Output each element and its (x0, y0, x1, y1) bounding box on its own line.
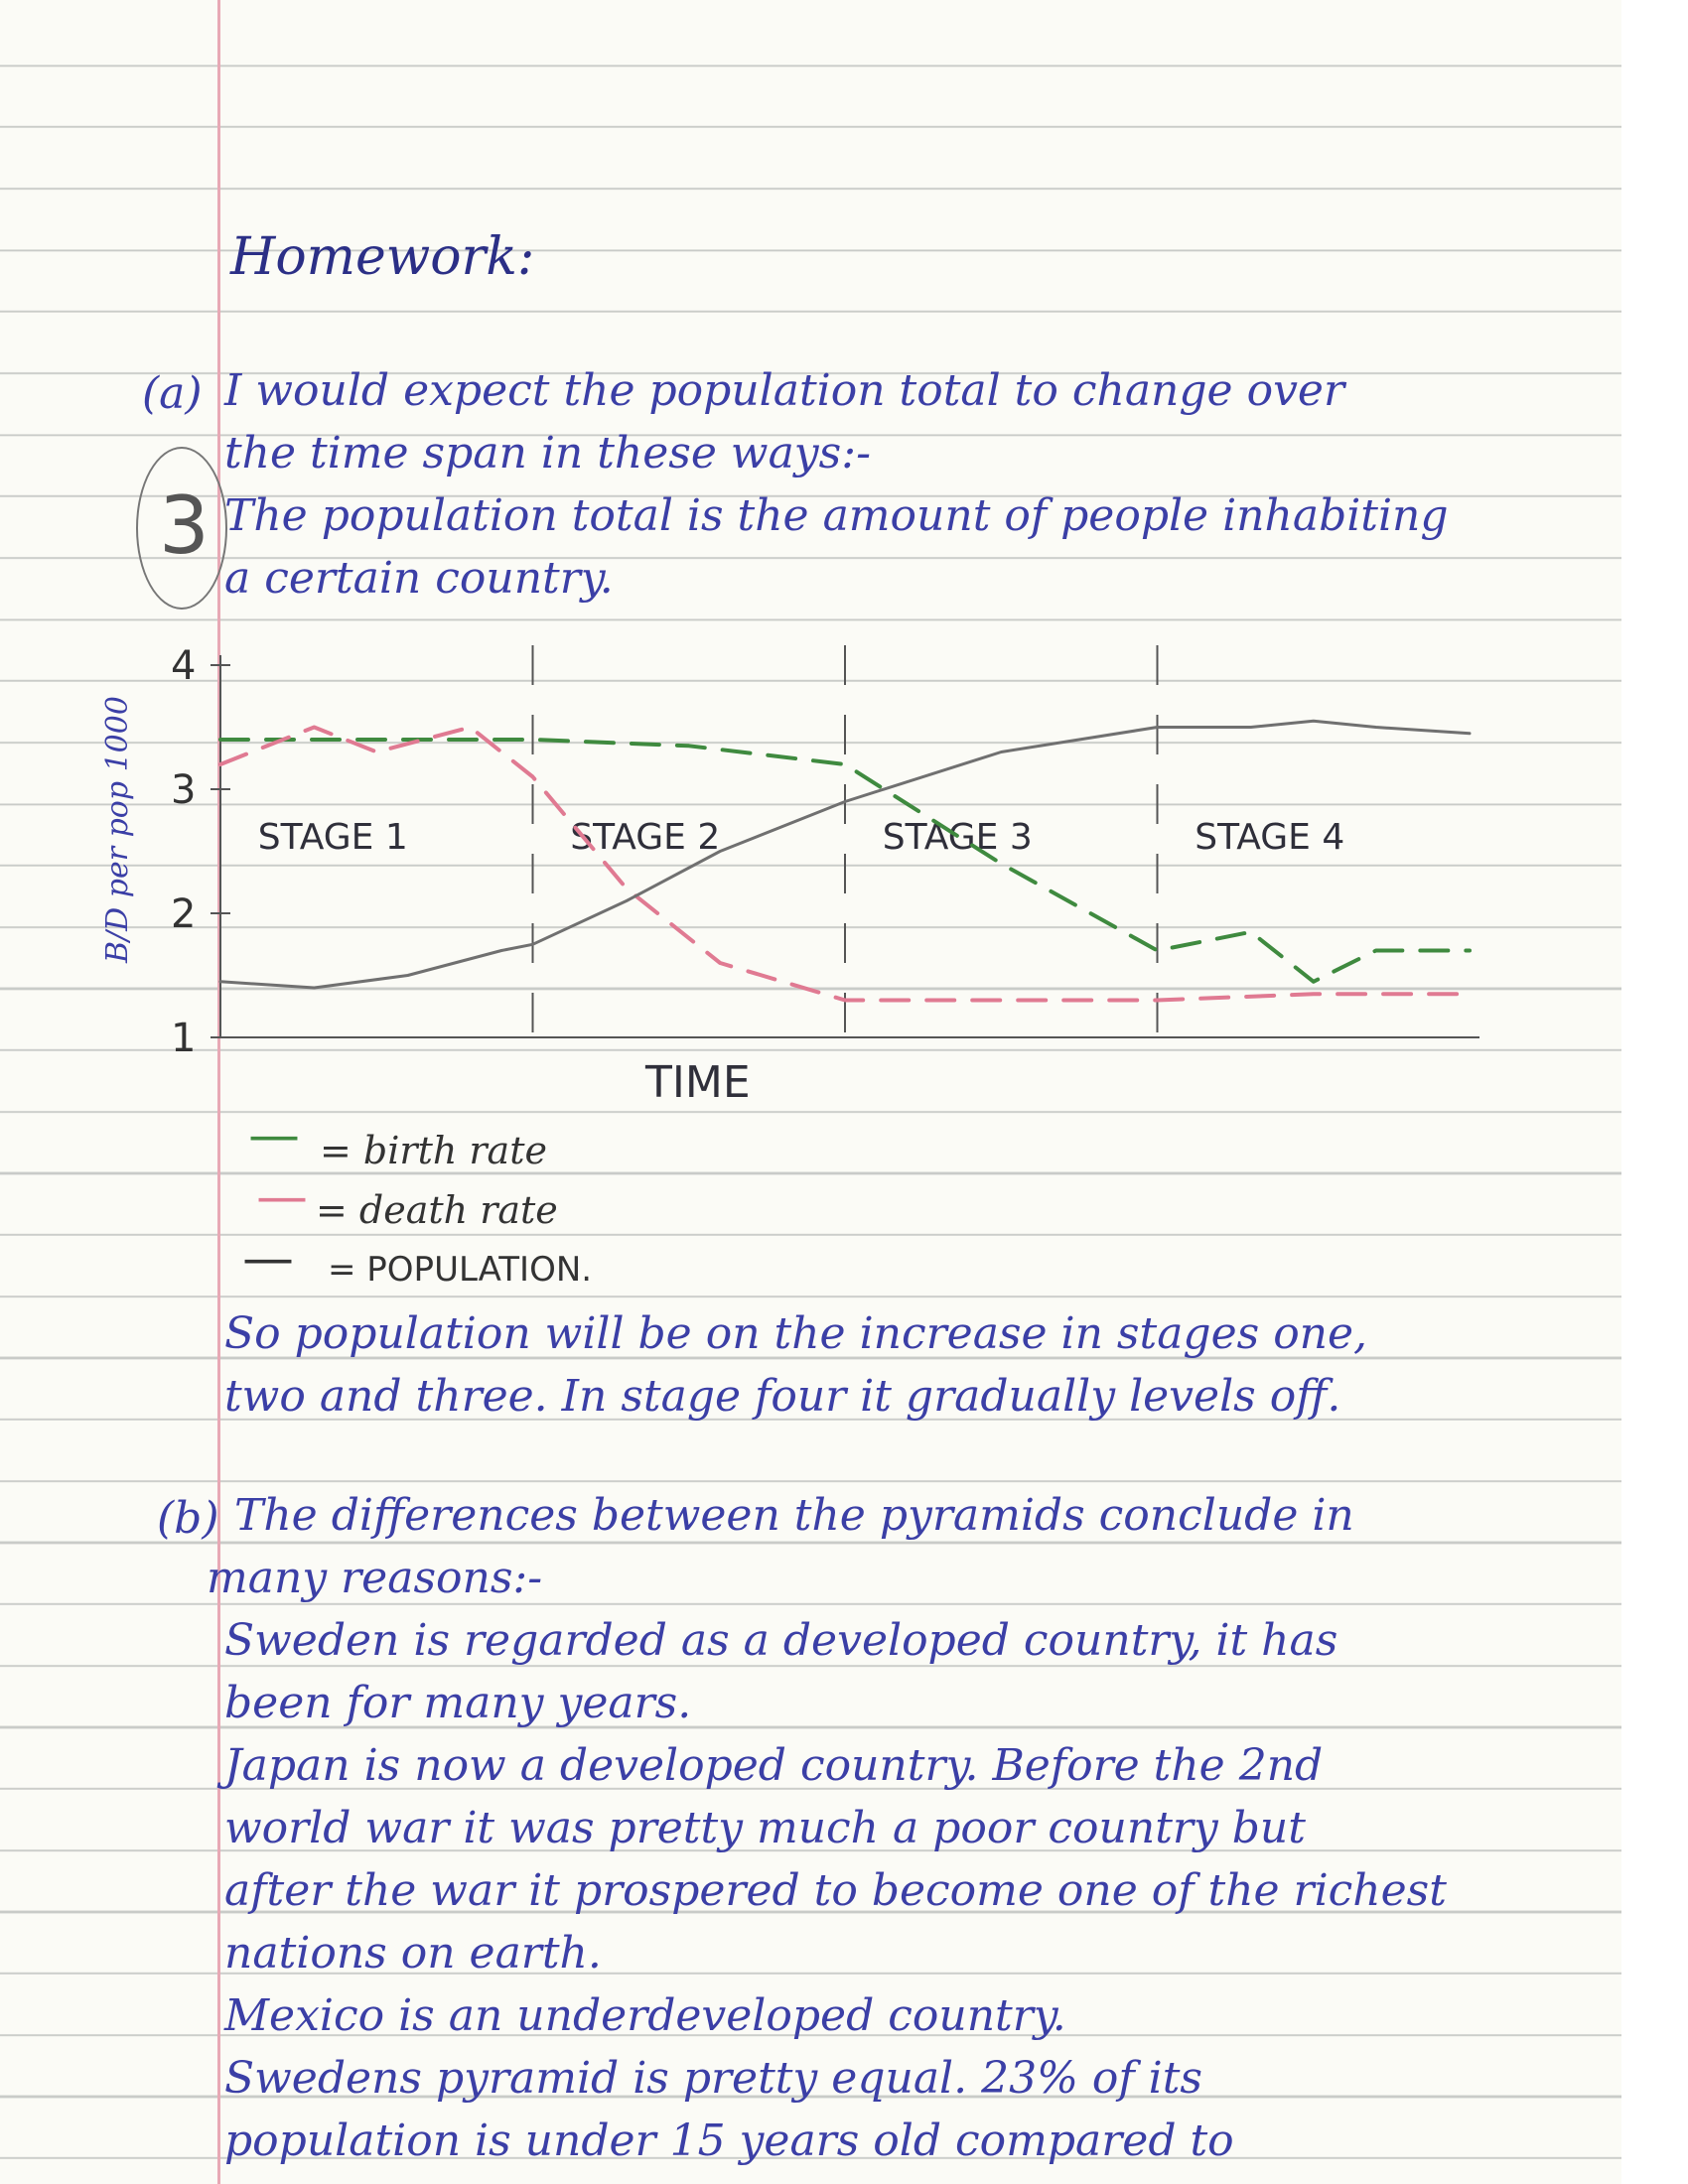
legend-swatch-death: — (256, 1167, 308, 1227)
part-b-line-2: many reasons:- (207, 1553, 543, 1603)
y-tick-label: 1 (171, 1016, 197, 1061)
part-a-line-2: the time span in these ways:- (224, 428, 871, 478)
legend-label-population: = POPULATION. (328, 1250, 593, 1290)
part-b-line-4: been for many years. (224, 1678, 692, 1728)
part-a-line-4: a certain country. (224, 553, 614, 604)
stage-label: STAGE 3 (882, 817, 1033, 858)
part-a-summary-1: So population will be on the increase in stages one, (224, 1308, 1368, 1359)
y-axis-label: B/D per pop 1000 (100, 696, 135, 963)
part-a-summary-2: two and three. In stage four it gradually levels off. (224, 1371, 1341, 1422)
grade-mark: 3 (159, 479, 210, 572)
stage-label: STAGE 2 (570, 817, 721, 858)
legend-swatch-birth: — (248, 1106, 300, 1165)
legend-swatch-population: — (242, 1229, 294, 1289)
stage-label: STAGE 1 (257, 817, 408, 858)
part-b-line-1: The differences between the pyramids conclude in (234, 1490, 1354, 1541)
y-tick-label: 2 (171, 891, 197, 937)
part-b-line-8: nations on earth. (224, 1928, 602, 1979)
part-a-line-3: The population total is the amount of people inhabiting (224, 490, 1449, 541)
y-tick-label: 3 (171, 767, 197, 813)
part-b-label: (b) (157, 1493, 219, 1544)
stage-label: STAGE 4 (1195, 817, 1345, 858)
x-axis-label: TIME (645, 1057, 751, 1108)
part-b-line-5: Japan is now a developed country. Before the 2nd (224, 1740, 1324, 1791)
part-b-line-9: Mexico is an underdeveloped country. (224, 1990, 1066, 2041)
part-b-line-3: Sweden is regarded as a developed country, it has (224, 1615, 1338, 1666)
part-a-line-1: I would expect the population total to change over (224, 365, 1344, 416)
part-a-label: (a) (142, 368, 203, 419)
part-b-line-6: world war it was pretty much a poor country but (224, 1803, 1306, 1853)
legend-label-birth: = birth rate (320, 1129, 547, 1172)
part-b-line-7: after the war it prospered to become one of the richest (224, 1865, 1447, 1916)
part-b-line-10: Swedens pyramid is pretty equal. 23% of its (224, 2053, 1202, 2104)
heading: Homework: (230, 227, 535, 287)
y-tick-label: 4 (171, 643, 197, 689)
part-b-line-11: population is under 15 years old compared to (224, 2116, 1234, 2166)
legend-label-death: = death rate (316, 1188, 558, 1232)
